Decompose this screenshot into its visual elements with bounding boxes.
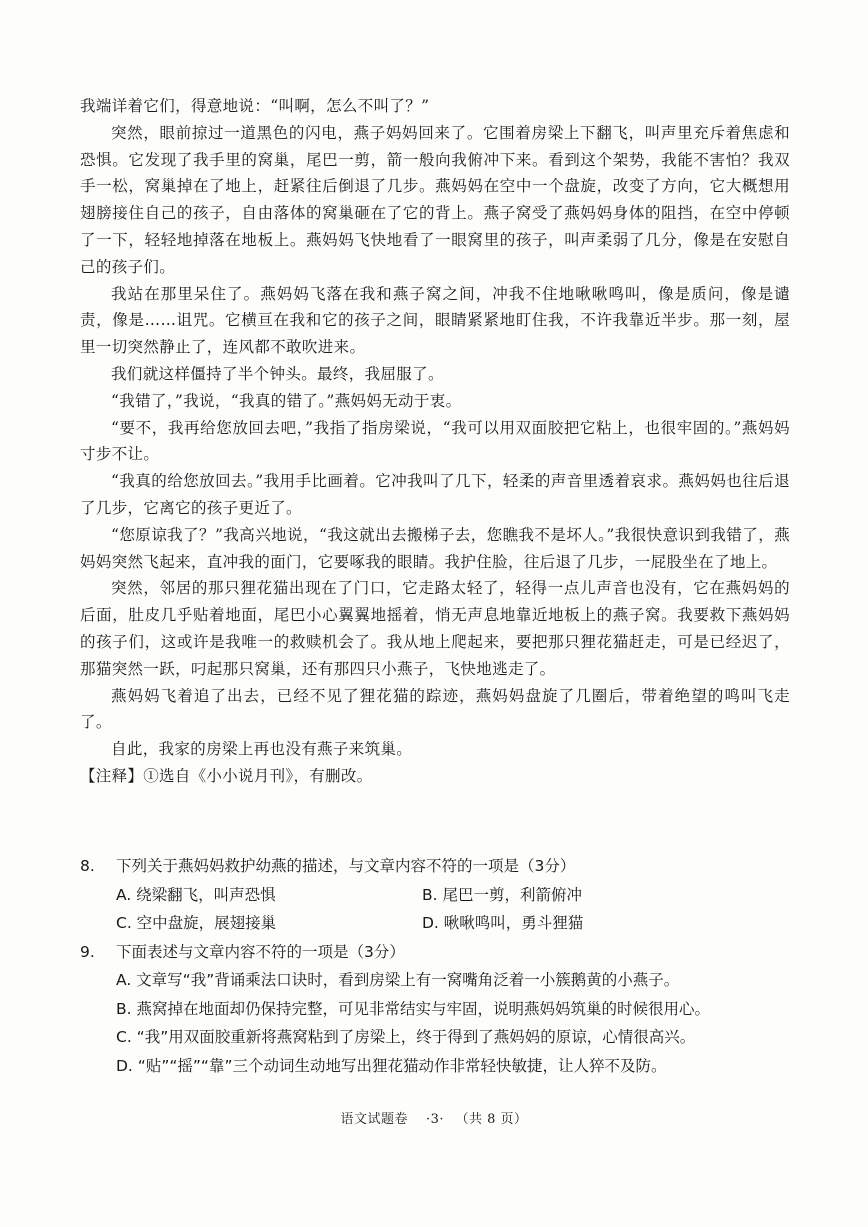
passage-paragraph: 我站在那里呆住了。燕妈妈飞落在我和燕子窝之间，冲我不住地啾啾鸣叫，像是质问，像是谴责，像是……诅咒。它横亘在我和它的孩子之间，眼睛紧紧地盯住我，不许我靠近半步。那一刻，屋里一切突然静止了，连风都不敢吹进来。	[80, 284, 790, 357]
passage-paragraph: 自此，我家的房梁上再也没有燕子来筑巢。	[111, 740, 413, 759]
passage-note: 【注释】①选自《小小说月刊》，有删改。	[80, 766, 373, 785]
question-section	[80, 852, 800, 1080]
question-stem	[80, 938, 800, 967]
option-a: A. 绕梁翻飞，叫声恐惧	[116, 885, 276, 904]
question-text: 下面表述与文章内容不符的一项是（3分）	[116, 942, 405, 961]
option-c: C. “我”用双面胶重新将燕窝粘到了房梁上，终于得到了燕妈妈的原谅，心情很高兴。	[116, 1028, 696, 1046]
reading-passage	[80, 93, 790, 790]
page-footer	[0, 1108, 868, 1127]
question-number: 9.	[80, 942, 95, 961]
passage-paragraph: “您原谅我了？”我高兴地说，“我这就出去搬梯子去，您瞧我不是坏人。”我很快意识到我错了，燕妈妈突然飞起来，直冲我的面门，它要啄我的眼睛。我护住脸，往后退了几步，一屁股坐在了地上。	[80, 525, 790, 571]
footer-page-number: ·3·	[425, 1112, 444, 1127]
footer-total-pages: （共 8 页）	[462, 1112, 528, 1127]
passage-paragraph: 我们就这样僵持了半个钟头。最终，我屈服了。	[111, 364, 444, 383]
question-9	[80, 938, 800, 1081]
passage-paragraph: “我真的给您放回去。”我用手比画着。它冲我叫了几下，轻柔的声音里透着哀求。燕妈妈也往后退了几步，它离它的孩子更近了。	[80, 472, 790, 517]
option-b: B. 燕窝掉在地面却仍保持完整，可见非常结实与牢固，说明燕妈妈筑巢的时候很用心。	[116, 999, 710, 1018]
option-d: D. 啾啾鸣叫，勇斗狸猫	[422, 914, 584, 932]
option-b: B. 尾巴一剪，利箭俯冲	[422, 885, 582, 904]
passage-paragraph: 我端详着它们，得意地说：“叫啊，怎么不叫了？”	[80, 97, 430, 115]
question-8	[80, 852, 800, 938]
passage-paragraph: 燕妈妈飞着追了出去，已经不见了狸花猫的踪迹，燕妈妈盘旋了几圈后，带着绝望的鸣叫飞走了。	[80, 686, 790, 732]
question-number: 8.	[80, 857, 95, 875]
footer-title: 语文试题卷	[340, 1112, 408, 1127]
question-stem	[80, 852, 800, 881]
question-options	[116, 881, 800, 938]
passage-paragraph: “我错了，”我说，“我真的错了。”燕妈妈无动于衷。	[111, 391, 462, 410]
option-d: D. “贴”“摇”“靠”三个动词生动地写出狸花猫动作非常轻快敏捷，让人猝不及防。	[116, 1056, 667, 1075]
question-text: 下列关于燕妈妈救护幼燕的描述，与文章内容不符的一项是（3分）	[116, 857, 576, 875]
passage-paragraph: 突然，眼前掠过一道黑色的闪电，燕子妈妈回来了。它围着房梁上下翻飞，叫声里充斥着焦虑和恐惧。它发现了我手里的窝巢，尾巴一剪，箭一般向我俯冲下来。看到这个架势，我能不害怕？我双手一松，窝巢掉在了地上，赶紧往后倒退了几步。燕妈妈在空中一个盘旋，改变了方向，它大概想用翅膀接住自己的孩子，自由落体的窝巢砸在了它的背上。燕子窝受了燕妈妈身体的阻挡，在空中停顿了一下，轻轻地掉落在地板上。燕妈妈飞快地看了一眼窝里的孩子，叫声柔弱了几分，像是在安慰自己的孩子们。	[80, 123, 790, 276]
passage-paragraph: 突然，邻居的那只狸花猫出现在了门口，它走路太轻了，轻得一点儿声音也没有，它在燕妈妈的后面，肚皮几乎贴着地面，尾巴小心翼翼地摇着，悄无声息地靠近地板上的燕子窝。我要救下燕妈妈的孩子们，这或许是我唯一的救赎机会了。我从地上爬起来，要把那只狸花猫赶走，可是已经迟了，那猫突然一跃，叼起那只窝巢，还有那四只小燕子，飞快地逃走了。	[80, 579, 790, 678]
option-c: C. 空中盘旋，展翅接巢	[116, 914, 277, 932]
passage-paragraph: “要不，我再给您放回去吧，”我指了指房梁说，“我可以用双面胶把它粘上，也很牢固的。”燕妈妈寸步不让。	[80, 418, 790, 464]
option-a: A. 文章写“我”背诵乘法口诀时，看到房梁上有一窝嘴角泛着一小簇鹅黄的小燕子。	[116, 971, 680, 989]
